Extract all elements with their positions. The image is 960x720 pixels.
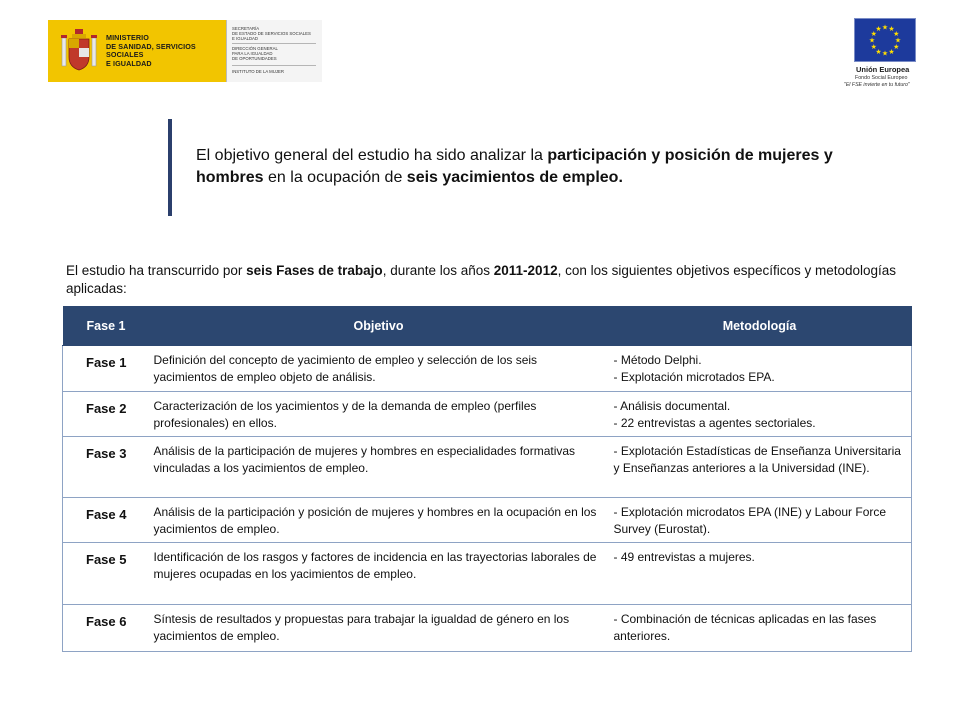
methodology-item: - 49 entrevistas a mujeres. — [613, 550, 755, 564]
table-header-row — [63, 306, 912, 346]
ministry-name-line: DE SANIDAD, SERVICIOS SOCIALES — [106, 41, 196, 59]
eu-stars-icon — [855, 19, 915, 61]
methodology-item: - Explotación Estadísticas de Enseñanza Universitaria y Enseñanzas anteriores a la Universidad (INE). — [613, 444, 901, 475]
column-header-objetivo: Objetivo — [150, 306, 608, 346]
star-icon: ★ — [870, 43, 877, 51]
desc-bold-part: seis Fases de trabajo — [246, 263, 383, 278]
methodology-item: - Combinación de técnicas aplicadas en las fases anteriores. — [613, 612, 877, 643]
intro-bold-part: participación y posición de mujeres y hombres — [196, 147, 833, 186]
methodology-item: - Método Delphi. — [613, 353, 702, 367]
objective-cell: Análisis de la participación y posición de mujeres y hombres en la ocupación en los yacimientos de empleo. — [150, 498, 608, 543]
desc-text-part: , durante los años — [382, 263, 494, 278]
table-row — [63, 392, 912, 437]
column-header-fase: Fase 1 — [63, 306, 150, 346]
study-description — [66, 262, 906, 298]
methodology-cell — [608, 605, 912, 652]
intro-text-part: El objetivo general del estudio ha sido analizar la — [196, 147, 548, 164]
secretaria-line: E IGUALDAD — [232, 36, 259, 41]
table-row — [63, 346, 912, 392]
desc-bold-part: 2011-2012 — [493, 263, 558, 278]
star-icon: ★ — [875, 47, 882, 56]
star-icon: ★ — [888, 25, 895, 34]
divider — [232, 65, 316, 66]
eu-motto: "El FSE invierte en tu futuro" — [844, 82, 910, 88]
secretaria-line: DE ESTADO DE SERVICIOS SOCIALES — [232, 31, 311, 36]
objective-cell: Caracterización de los yacimientos y de la demanda de empleo (perfiles profesionales) en ellos. — [150, 392, 608, 437]
methodology-cell — [608, 437, 912, 498]
coat-of-arms-icon — [60, 28, 98, 74]
phase-cell: Fase 4 — [63, 498, 150, 543]
intro-bold-part: seis yacimientos de empleo. — [406, 169, 623, 186]
table-row — [63, 605, 912, 652]
instituto-label: INSTITUTO DE LA MUJER — [232, 69, 284, 74]
objective-cell: Definición del concepto de yacimiento de empleo y selección de los seis yacimientos de empleo objeto de análisis. — [150, 346, 608, 392]
methodology-cell — [608, 392, 912, 437]
column-header-metodologia: Metodología — [608, 306, 912, 346]
objective-cell: Síntesis de resultados y propuestas para trabajar la igualdad de género en los yacimientos de empleo. — [150, 605, 608, 652]
methodology-cell — [608, 498, 912, 543]
phase-cell: Fase 3 — [63, 437, 150, 498]
table-row — [63, 498, 912, 543]
ministry-name — [106, 34, 224, 68]
star-icon: ★ — [888, 47, 895, 56]
table-row — [63, 437, 912, 498]
eu-title: Unión Europea — [856, 65, 910, 74]
phase-cell: Fase 5 — [63, 543, 150, 605]
desc-text-part: El estudio ha transcurrido por — [66, 263, 247, 278]
star-icon: ★ — [893, 30, 900, 38]
direccion-line: PARA LA IGUALDAD — [232, 51, 273, 56]
ministry-departments — [226, 20, 322, 82]
phase-cell: Fase 6 — [63, 605, 150, 652]
direccion-line: DE OPORTUNIDADES — [232, 56, 277, 61]
table-row — [63, 543, 912, 605]
intro-text-part: en la ocupación de — [263, 169, 407, 186]
secretaria-line: SECRETARÍA — [232, 26, 260, 31]
secretaria-label — [232, 26, 320, 41]
star-icon: ★ — [870, 30, 877, 38]
methodology-cell — [608, 346, 912, 392]
objective-cell: Identificación de los rasgos y factores de incidencia en las trayectorias laborales de mujeres ocupadas en los yacimientos de empleo. — [150, 543, 608, 605]
intro-accent-bar — [168, 119, 172, 216]
intro-statement — [196, 145, 846, 189]
objective-cell: Análisis de la participación de mujeres y hombres en especialidades formativas vinculadas a los yacimientos de empleo. — [150, 437, 608, 498]
star-icon: ★ — [881, 49, 889, 58]
star-icon: ★ — [894, 36, 902, 45]
eu-flag-icon — [854, 18, 916, 62]
methodology-item: - Explotación microdatos EPA (INE) y Labour Force Survey (Eurostat). — [613, 505, 887, 536]
phase-cell: Fase 2 — [63, 392, 150, 437]
eu-subtitle: Fondo Social Europeo — [855, 75, 908, 81]
phase-cell: Fase 1 — [63, 346, 150, 392]
star-icon: ★ — [893, 43, 900, 51]
methodology-item: - 22 entrevistas a agentes sectoriales. — [613, 415, 816, 430]
ministry-name-line: MINISTERIO — [106, 33, 149, 42]
direccion-label — [232, 46, 320, 61]
ministry-brand-panel — [48, 20, 226, 82]
methodology-cell — [608, 543, 912, 605]
ministry-logo — [48, 20, 321, 82]
direccion-line: DIRECCIÓN GENERAL — [232, 46, 278, 51]
star-icon: ★ — [868, 36, 876, 45]
desc-text-part: , con los siguientes objetivos específicos y metodologías aplicadas: — [66, 263, 897, 296]
eu-logo — [842, 18, 930, 90]
phases-table — [62, 306, 912, 652]
ministry-name-line: E IGUALDAD — [106, 58, 152, 68]
methodology-item: - Explotación microtados EPA. — [613, 369, 775, 384]
divider — [232, 43, 316, 44]
methodology-item: - Análisis documental. — [613, 399, 731, 413]
star-icon: ★ — [881, 23, 889, 32]
star-icon: ★ — [875, 25, 882, 34]
